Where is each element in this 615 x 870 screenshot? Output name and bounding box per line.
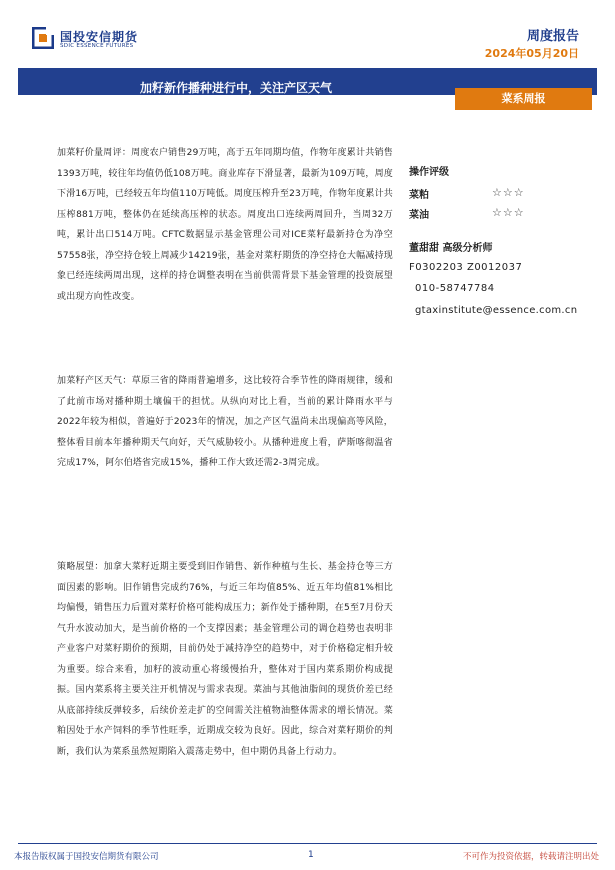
report-date: 2024年05月20日	[484, 47, 579, 60]
logo-name-en: SDIC ESSENCE FUTURES	[60, 43, 134, 49]
analyst-email: gtaxinstitute@essence.com.cn	[415, 305, 578, 316]
analyst-license: F0302203 Z0012037	[409, 262, 523, 273]
analyst-phone: 010-58747784	[415, 283, 495, 294]
paragraph-price-volume: 加菜籽价量周评：周度农户销售29万吨，高于五年同期均值，作物年度累计共销售1393万吨，较往年均值仍低108万吨。商业库存下滑显著，最新为109万吨，周度下滑16万吨，已经较五年均值110万吨低。周度压榨升至23万吨，作物年度累计共压榨881万吨，整体仍在延续高压榨的状态。周度出口连续两周回升，当周32万吨，累计出口514万吨。CFTC数据显示基金管理公司对ICE菜籽最新持仓为净空57558张，净空持仓较上周减少14219张，基金对菜籽期货的净空持仓大幅减持现象已经连续两周出现，这样的持仓调整表明在当前供需背景下基金管理的投资展望或出现方向性改变。	[57, 148, 393, 302]
category-tag	[455, 88, 592, 110]
footer-disclaimer: 不可作为投资依据，转载请注明出处	[462, 852, 599, 862]
rating-label: 菜油	[409, 210, 429, 221]
analyst-name: 董甜甜 高级分析师	[409, 243, 493, 254]
category-tag-label: 菜系周报	[501, 92, 546, 105]
rating-title: 操作评级	[409, 167, 449, 178]
report-type: 周度报告	[526, 29, 579, 44]
report-headline: 加籽新作播种进行中，关注产区天气	[140, 81, 333, 95]
logo-name-cn: 国投安信期货	[60, 30, 139, 44]
page-number: 1	[308, 850, 314, 860]
rating-row-meal	[409, 186, 609, 202]
rating-label: 菜粕	[409, 190, 429, 201]
star-rating-icon: ☆☆☆	[492, 206, 525, 219]
company-logo	[32, 27, 212, 53]
paragraph-weather: 加菜籽产区天气：草原三省的降雨普遍增多，这比较符合季节性的降雨规律，缓和了此前市场对播种期土壤偏干的担忧。从纵向对比上看，当前的累计降雨水平与2022年较为相似，普遍好于2023年的情况，加之产区气温尚未出现偏高等风险，整体看目前本年播种期天气向好，天气威胁较小。从播种进度上看，萨斯喀彻温省完成17%，阿尔伯塔省完成15%，播种工作大致还需2-3周完成。	[57, 376, 393, 468]
sdic-logo-icon	[32, 27, 54, 49]
paragraph-strategy: 策略展望：加拿大菜籽近期主要受到旧作销售、新作种植与生长、基金持仓等三方面因素的影响。旧作销售完成约76%，与近三年均值85%、近五年均值81%相比均偏慢，销售压力后置对菜籽价格可能构成压力；新作处于播种期，在5至7月份天气升水波动加大，是当前价格的一个支撑因素；基金管理公司的调仓趋势也表明非产业客户对菜籽期价的预期，目前仍处于减持净空的趋势中，对于价格稳定相升较为重要。综合来看，加籽的波动重心将缓慢抬升，整体对于国内菜系期价构成提振。国内菜系将主要关注开机情况与需求表现。菜油与其他油脂间的现货价差已经从底部持续反弹较多，后续价差走扩的空间需关注植物油整体需求的增长情况。菜粕因处于水产饲料的季节性旺季，近期成交较为良好。因此，综合对菜籽期价的判断，我们认为菜系虽然短期陷入震荡走势中，但中期仍具备上行动力。	[57, 562, 393, 757]
footer-divider	[18, 843, 597, 844]
star-rating-icon: ☆☆☆	[492, 186, 525, 199]
rating-row-oil	[409, 206, 609, 222]
footer-copyright: 本报告版权属于国投安信期货有限公司	[14, 852, 159, 862]
